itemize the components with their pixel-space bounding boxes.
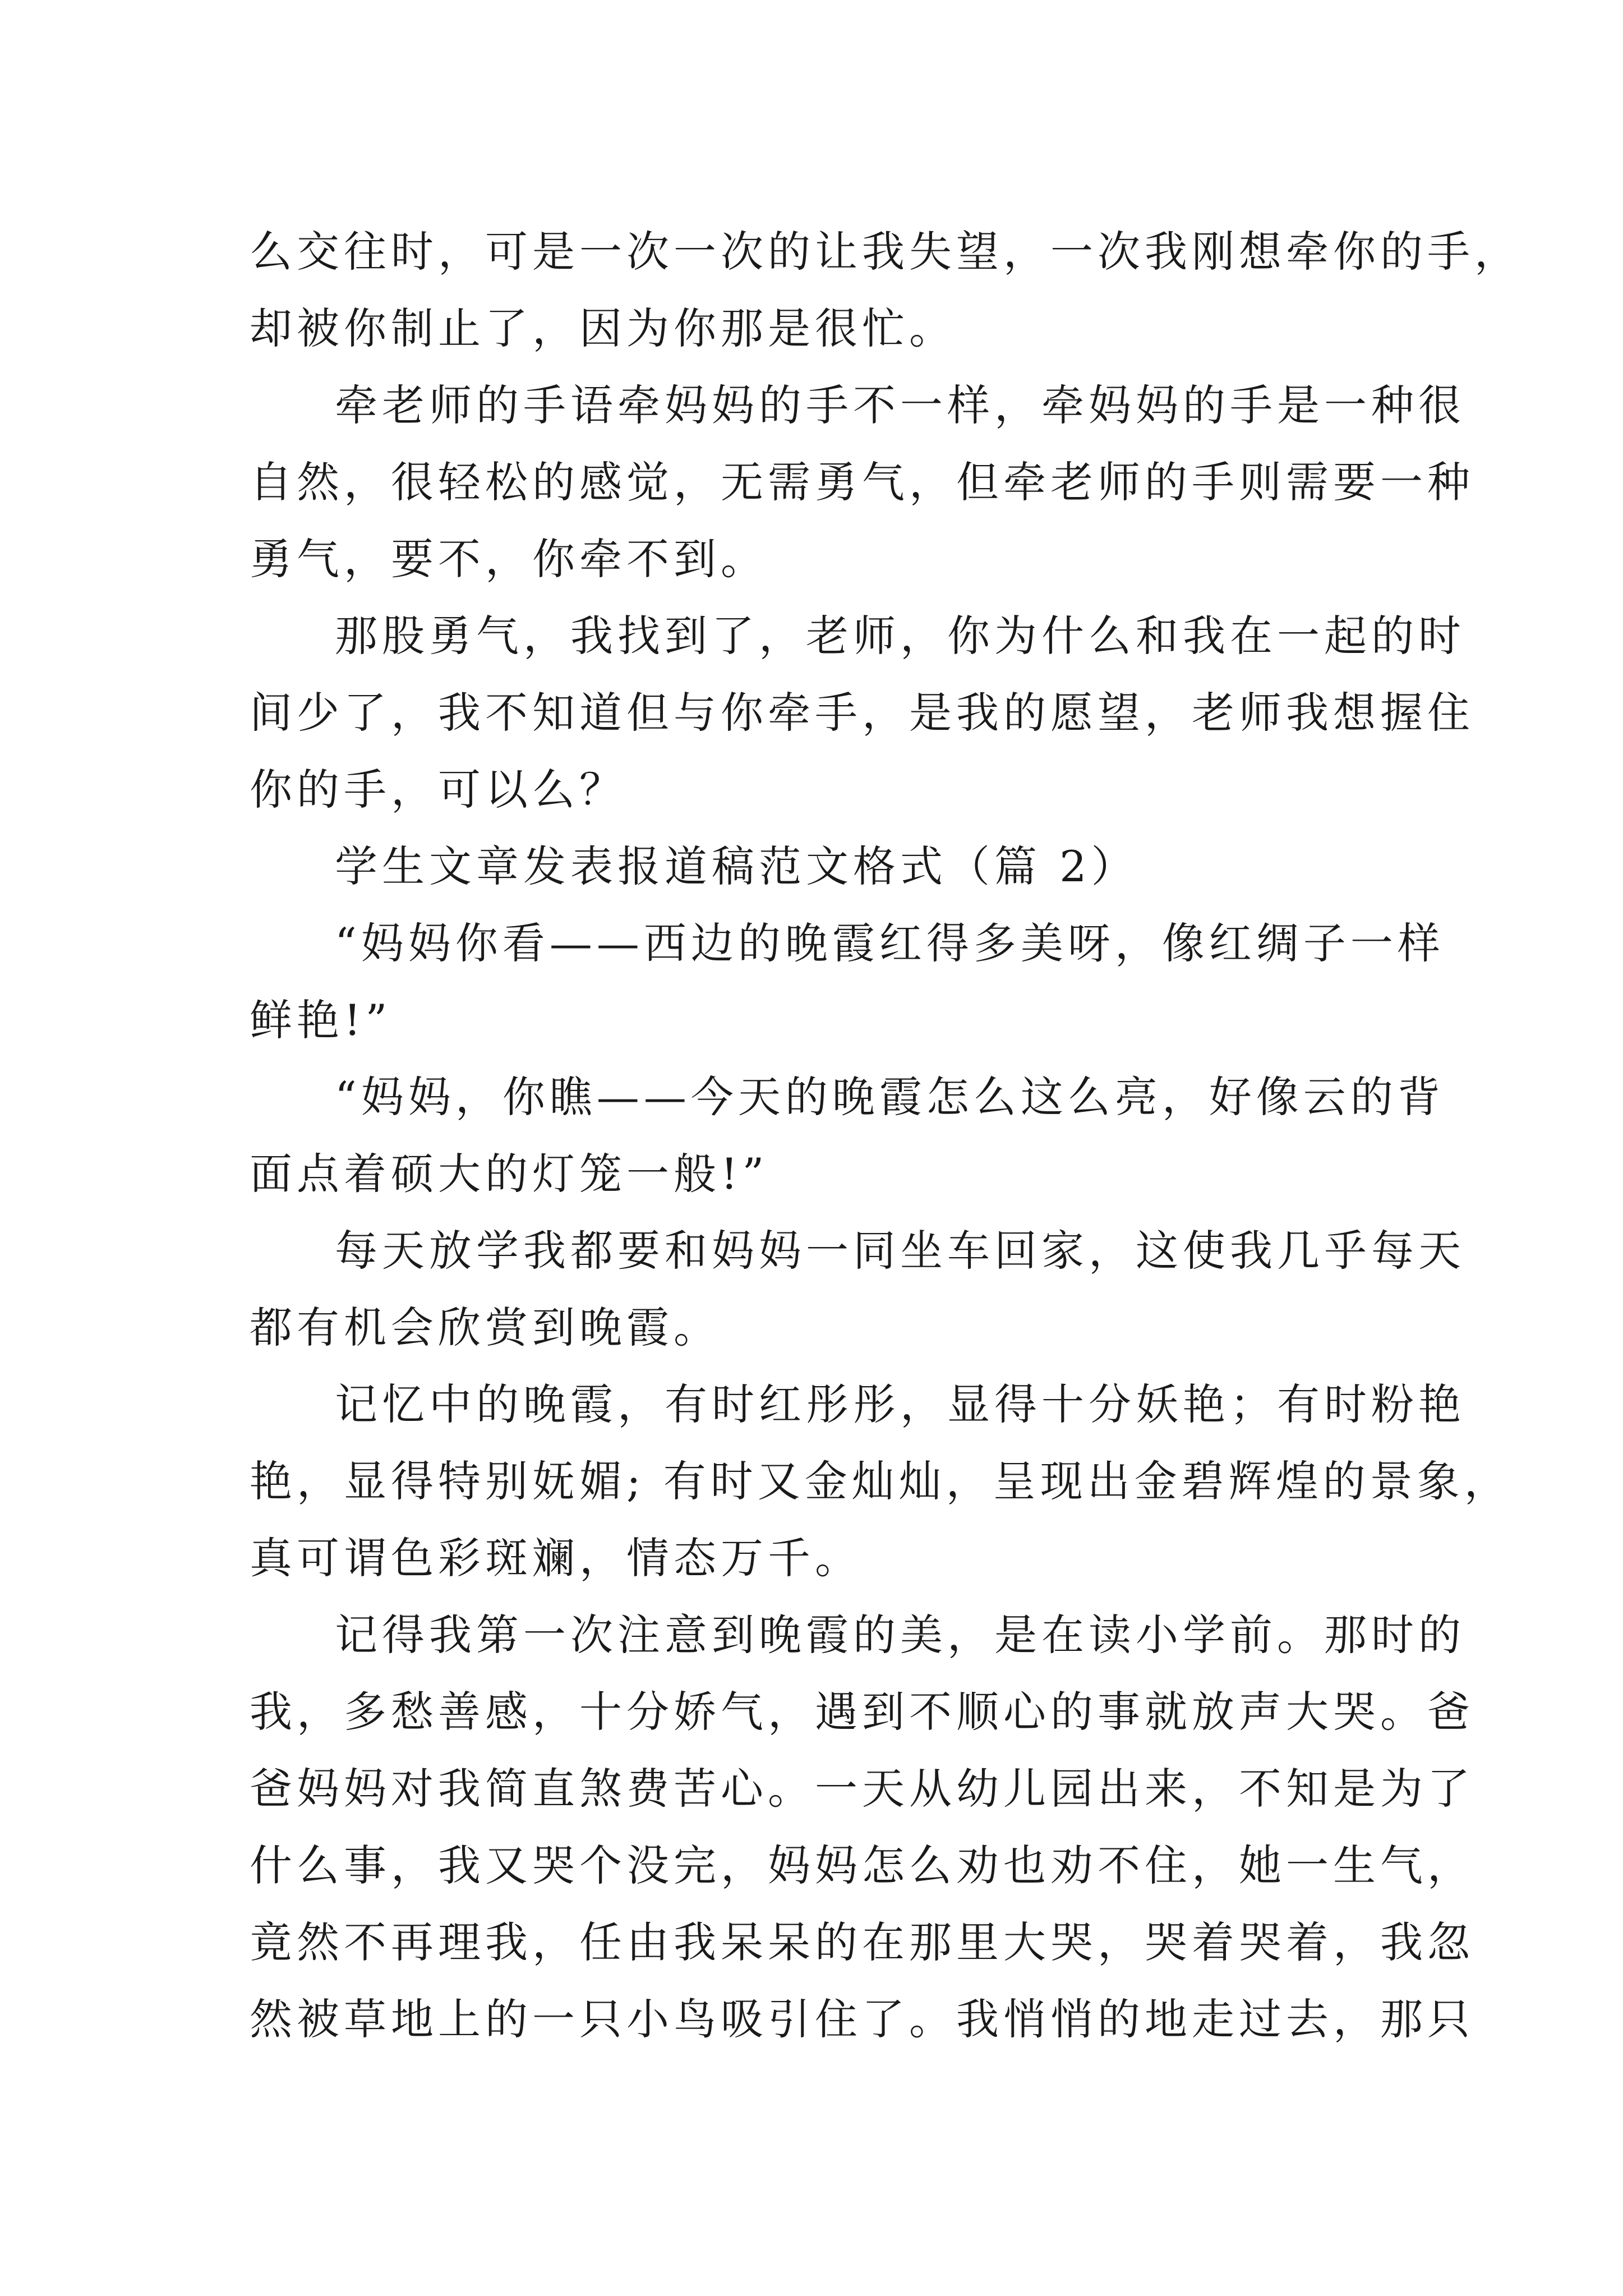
paragraph [250,597,1474,828]
paragraph [250,367,1474,597]
text-line: 记得我第一次注意到晚霞的美，是在读小学前。那时的 [335,1610,1465,1660]
text-line: 那股勇气，我找到了，老师，你为什么和我在一起的时 [335,611,1465,661]
document-body [250,213,1521,2058]
text-line: 间少了，我不知道但与你牵手，是我的愿望，老师我想握住 [250,688,1474,738]
text-line: 我，多愁善感，十分娇气，遇到不顺心的事就放声大哭。爸 [250,1687,1474,1737]
text-line: 勇气，要不，你牵不到。 [250,534,768,584]
text-line: 什么事，我又哭个没完，妈妈怎么劝也劝不住，她一生气， [250,1841,1474,1890]
paragraph [250,1212,1465,1366]
paragraph [250,1596,1474,2058]
text-line: 每天放学我都要和妈妈一同坐车回家，这使我几乎每天 [335,1226,1465,1276]
text-line: 面点着硕大的灯笼一般!” [250,1149,769,1199]
paragraph [250,213,1521,367]
paragraph [250,1059,1445,1212]
text-line: “妈妈你看——西边的晚霞红得多美呀，像红绸子一样 [335,918,1445,968]
text-line: 么交往时，可是一次一次的让我失望，一次我刚想牵你的手， [250,227,1521,277]
text-line: “妈妈，你瞧——今天的晚霞怎么这么亮，好像云的背 [335,1072,1445,1122]
paragraph [250,905,1445,1059]
text-line: 艳，显得特别妩媚; 有时又金灿灿，呈现出金碧辉煌的景象， [250,1456,1511,1506]
text-line: 都有机会欣赏到晚霞。 [250,1303,721,1352]
text-line: 却被你制止了，因为你那是很忙。 [250,303,956,353]
text-line: 学生文章发表报道稿范文格式（篇 2） [335,841,1138,891]
text-line: 自然，很轻松的感觉，无需勇气，但牵老师的手则需要一种 [250,457,1474,507]
paragraph [250,828,1391,905]
text-line: 爸妈妈对我简直煞费苦心。一天从幼儿园出来，不知是为了 [250,1764,1474,1814]
text-line: 然被草地上的一只小鸟吸引住了。我悄悄的地走过去，那只 [250,1994,1474,2044]
text-line: 牵老师的手语牵妈妈的手不一样，牵妈妈的手是一种很 [335,380,1465,430]
text-line: 你的手，可以么？ [250,765,626,815]
paragraph [250,1366,1511,1596]
text-line: 真可谓色彩斑斓，情态万千。 [250,1533,862,1583]
text-line: 鲜艳!” [250,995,392,1045]
text-line: 竟然不再理我，任由我呆呆的在那里大哭，哭着哭着，我忽 [250,1917,1474,1967]
text-line: 记忆中的晚霞，有时红彤彤，显得十分妖艳；有时粉艳 [335,1379,1465,1429]
